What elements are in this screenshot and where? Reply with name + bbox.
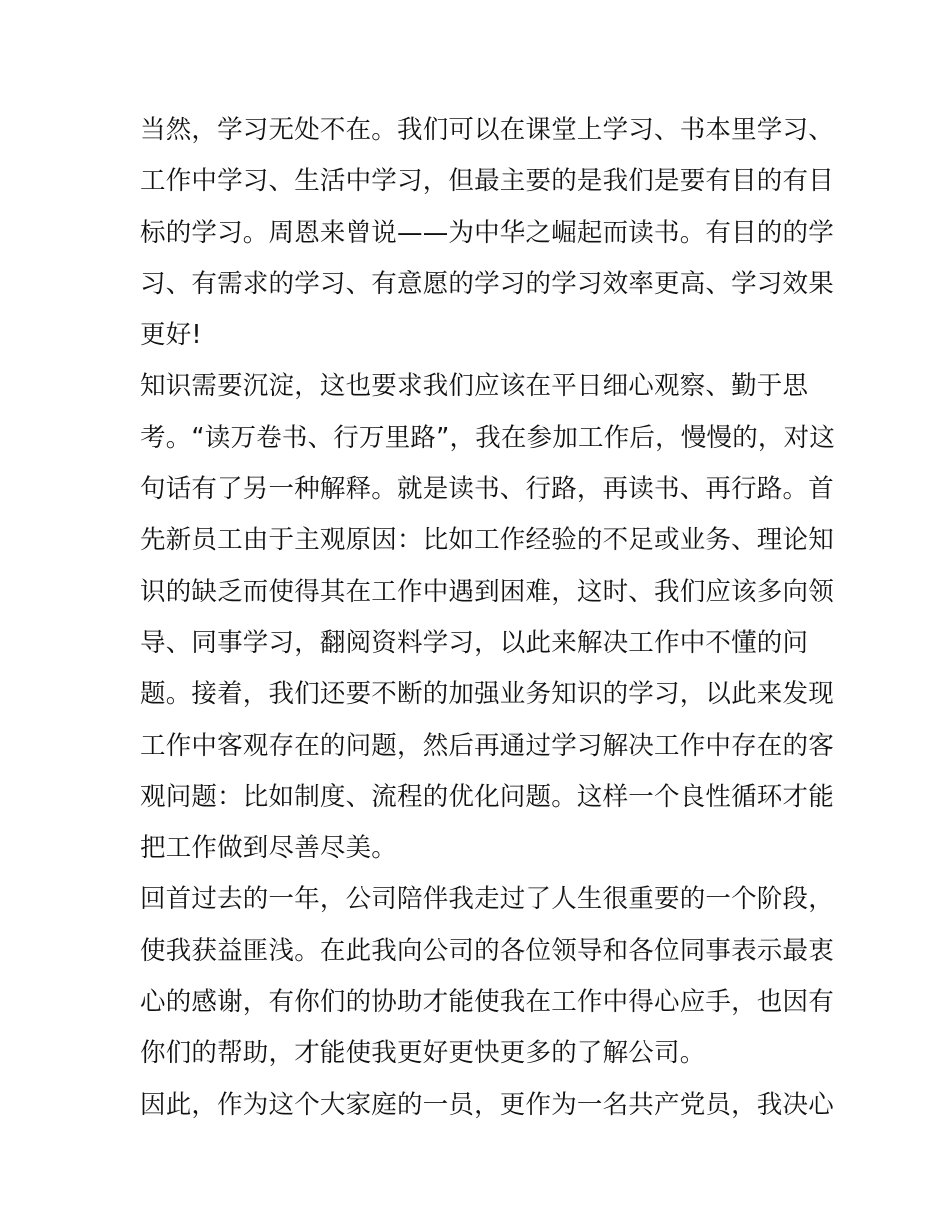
text-line: 回首过去的一年，公司陪伴我走过了人生很重要的一个阶段， (140, 884, 834, 915)
text-line: 标的学习。周恩来曾说——为中华之崛起而读书。有目的的学 (140, 217, 834, 248)
text-line: 使我获益匪浅。在此我向公司的各位领导和各位同事表示最衷 (140, 935, 834, 966)
text-line: 观问题：比如制度、流程的优化问题。这样一个良性循环才能 (140, 781, 834, 812)
paragraph-resolution (140, 1080, 834, 1131)
text-line: 题。接着，我们还要不断的加强业务知识的学习，以此来发现 (140, 679, 834, 710)
text-line: 习、有需求的学习、有意愿的学习的学习效率更高、学习效果 (140, 268, 834, 299)
text-line: 导、同事学习，翻阅资料学习，以此来解决工作中不懂的问 (140, 627, 809, 658)
text-line: 先新员工由于主观原因：比如工作经验的不足或业务、理论知 (140, 525, 834, 556)
text-line: 当然，学习无处不在。我们可以在课堂上学习、书本里学习、 (140, 115, 834, 145)
text-line: 更好! (140, 320, 202, 351)
text-line: 把工作做到尽善尽美。 (140, 833, 398, 864)
text-line: 工作中学习、生活中学习，但最主要的是我们是要有目的有目 (140, 166, 834, 197)
text-line: 识的缺乏而使得其在工作中遇到困难，这时、我们应该多向领 (140, 576, 834, 607)
text-line: 心的感谢，有你们的协助才能使我在工作中得心应手，也因有 (140, 987, 834, 1018)
document-body (140, 105, 836, 1131)
text-line: 因此，作为这个大家庭的一员，更作为一名共产党员，我决心 (140, 1089, 834, 1120)
text-line: 工作中客观存在的问题，然后再通过学习解决工作中存在的客 (140, 730, 834, 761)
paragraph-gratitude (140, 874, 834, 1079)
text-line: 句话有了另一种解释。就是读书、行路，再读书、再行路。首 (140, 474, 834, 505)
paragraph-learning-everywhere (140, 105, 834, 361)
text-line: 你们的帮助，才能使我更好更快更多的了解公司。 (140, 1038, 706, 1069)
paragraph-knowledge-accumulation (140, 361, 836, 874)
text-line: 知识需要沉淀，这也要求我们应该在平日细心观察、勤于思 (140, 371, 809, 402)
text-line: 考。“读万卷书、行万里路”，我在参加工作后，慢慢的，对这 (140, 422, 836, 453)
